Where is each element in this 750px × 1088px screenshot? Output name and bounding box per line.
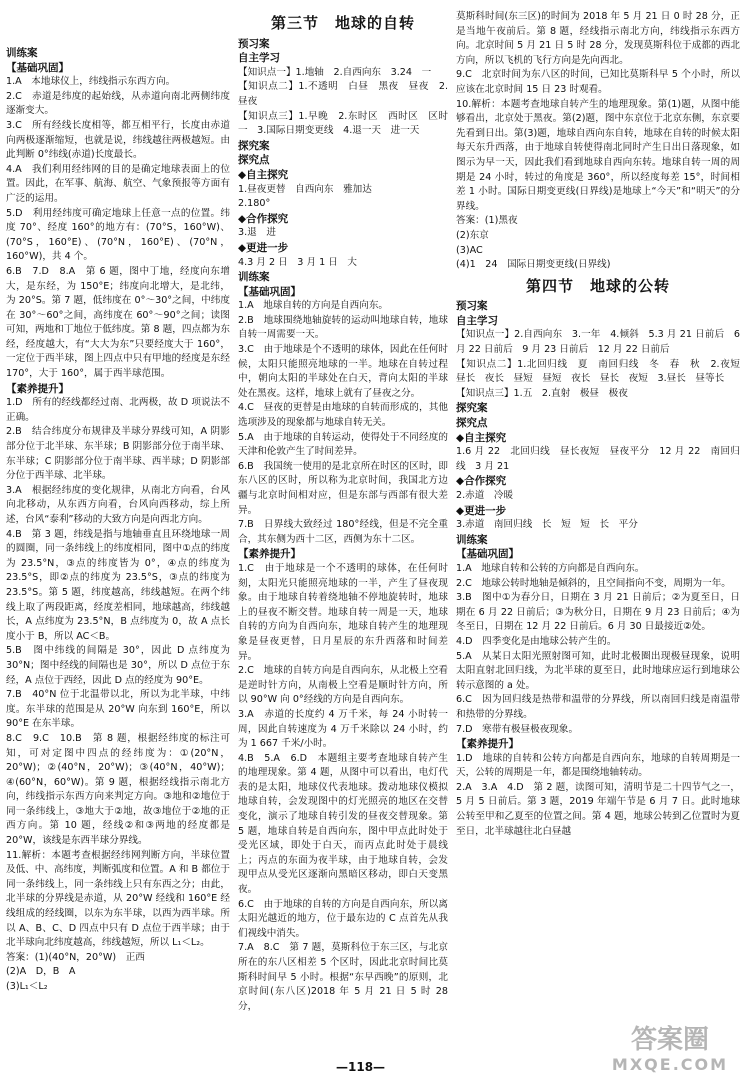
section-title-revolution: 第四节 地球的公转 [525, 276, 670, 295]
text-line: 【知识点三】1.五 2.直射 极昼 极夜 [456, 387, 628, 399]
text-line: (3)AC [456, 244, 483, 256]
text-line: 1.A 地球自转和公转的方向都是自西向东。 [456, 562, 645, 574]
text-line: 2.A 3.A 4.D 第 2 题，读图可知，清明节是二十四节气之一，5 月 5 日前后。第 3 题，2019 年端午节是 6 月 7 日。此时地球公转至甲和乙夏至的位置之间。第 4 题，地球公转到乙位置时为夏至日，北半球越往北白昼越 [456, 781, 740, 837]
text-line: 4.D 四季变化是由地球公转产生的。 [456, 635, 617, 647]
text-line: ◆自主探究 [456, 431, 507, 444]
text-line: 6.B 我国统一使用的是北京所在时区的区时，即东八区的区时，所以称为北京时间，我国北方边疆与北京时间相对应，但是东部与西部有很大差异。 [238, 460, 448, 516]
text-line: 2.C 地球公转时地轴是倾斜的，且空间指向不变，周期为一年。 [456, 577, 731, 589]
watermark-logo: 答案圈 MXQE.COM [611, 1025, 729, 1074]
text-line: 5.A 从某日太阳光照射图可知，此时北极圈出现极昼现象，说明太阳直射北回归线，为北半球的夏至日，此时地球应运行到地球公转示意图的 a 处。 [456, 650, 740, 691]
text-line: 探究点 [238, 154, 270, 167]
text-line: 1.6 月 22 北回归线 昼长夜短 昼夜平分 12 月 22 南回归线 3 月 21 [456, 446, 740, 472]
text-line: ◆更进一步 [456, 504, 507, 517]
text-line: 1.D 地球的自转和公转方向都是自西向东，地球的自转周期是一天，公转的周期是一年，都是围绕地轴转动。 [456, 752, 740, 779]
text-line: 探究点 [456, 417, 488, 430]
text-line: 2.赤道 冷暖 [456, 490, 514, 501]
text-line: 11.解析：本题考查根据经纬网判断方向，半球位置及低、中、高纬度，判断弧度和位置。A 和 B 都位于同一条纬线上，同一条纬线上只有东西之分；由此，北半球的分界线是赤道，从 20°W 经线和 160°E 经线组成的经线圈，以东为东半球，以西为西半球。所以 A、B、C、D 四点中只有 D 点位于西半球；由于北半球向北纬度越高，纬线越短，所以 L₁＜L₂。 [6, 849, 230, 949]
text-line: ◆合作探究 [238, 212, 289, 225]
text-line: 训练案 [238, 271, 270, 284]
text-line: 1.昼夜更替 自西向东 雅加达 [238, 183, 372, 195]
text-line: 自主学习 [456, 314, 498, 327]
text-line: 2.B 结合纬度分布规律及半球分界线可知，A 阴影部分位于北半球、东半球；B 阴影部分位于南半球、东半球；C 阴影部分位于南半球、西半球；D 阴影部分位于西半球、北半球。 [6, 426, 230, 482]
text-line: 3.退 进 [238, 227, 276, 239]
text-line: 【知识点三】1.早晚 2.东时区 西时区 区时 一 3.国际日期变更线 4.退一天 进一天 [238, 110, 458, 137]
text-line: 7.B 40°N 位于北温带以北，所以为北半球，中纬度。东半球的范围是从 20°W 向东到 160°E，所以 90°E 在东半球。 [6, 689, 230, 730]
text-line: 7.D 寒带有极昼极夜现象。 [456, 723, 579, 735]
text-line: 3.C 由于地球是个不透明的球体，因此在任何时候，太阳只能照亮地球的一半。地球在自转过程中，朝向太阳的半球处在白天，背向太阳的半球处在黑夜。这样，地球上就有了昼夜之分。 [238, 344, 448, 399]
text-line: 2.B 地球围绕地轴旋转的运动叫地球自转，地球自转一周需要一天。 [238, 314, 448, 341]
text-line: 3.A 赤道的长度约 4 万千米，每 24 小时转一周，因此自转速度为 4 万千米除以 24 小时，约为 1 667 千米/小时。 [238, 708, 448, 750]
text-line: 训练案 [456, 533, 488, 546]
text-line: 预习案 [238, 37, 270, 50]
text-line: 探究案 [238, 139, 270, 152]
text-line: 【知识点二】1.北回归线 夏 南回归线 冬 春 秋 2.夜短 昼长 夜长 昼短 昼短 夜长 昼长 夜短 3.昼长 昼等长 [456, 358, 750, 385]
text-line: 【素养提升】 [6, 382, 69, 395]
text-line: (3)L₁＜L₂ [6, 981, 48, 992]
text-line: 1.D 所有的经线都经过南、北两极，故 D 项说法不正确。 [6, 397, 230, 423]
text-line: ◆更进一步 [238, 241, 289, 254]
text-line: 4.C 昼夜的更替是由地球的自转而形成的，其他选项涉及的现象都与地球自转无关。 [238, 402, 448, 429]
text-line: 10.解析：本题考查地球自转产生的地理现象。第(1)题，从图中能够看出，北京处于黑夜。第(2)题，图中东京位于北京东侧，东京要先看到日出。第(3)题，地球自西向东自转，地球在自转的时候太阳每天东升西落，由于地球自转使得南北同时产生日出日落现象，如图示为早一天，因此我们看到地球自西向东转。地球自转一周的周期是 24 小时，转过的角度是 360°，所以经度每差 15°，时间相差 1 小时。国际日期变更线(日界线)是地球上“今天”和“明天”的分界线。 [456, 98, 740, 212]
text-line: 【知识点一】2.自西向东 3.一年 4.倾斜 5.3 月 21 日前后 6 月 22 日前后 9 月 23 日前后 12 月 22 日前后 [456, 329, 740, 356]
text-line: ◆自主探究 [238, 168, 289, 181]
text-line: 5.B 图中纬线的间隔是 30°，因此 D 点纬度为 30°N；图中经线的间隔也是 30°，所以 D 点位于东经，A 点位于西经，因此 D 点的经度为 90°E。 [6, 645, 230, 686]
section-header: 训练案 [6, 47, 38, 59]
text-line: 6.B 7.D 8.A 第 6 题，图中丁地，经度向东增大，是东经，为 150°E；纬度向北增大，是北纬，为 20°S。第 7 题，低纬度在 0°～30°之间，中纬度在 30°～60°之间，高纬度在 60°～90°之间；读图可知，两地和丁地位于低纬度。第 8 题，四点都为东经，经度越大，有“大大为东”只要经度大于 160°，一定位于西半球，图上四点中只有甲地的经度是东经 170°，大于 160°，属于西半球范围。 [6, 265, 230, 380]
text-line: 3.A 根据经纬度的变化规律，从南北方向看，台风向北移动，从东西方向看，台风向西移动，综上所述，台风“泰利”移动的大致方向是向西北方向。 [6, 484, 230, 525]
text-line: 探究案 [456, 402, 488, 415]
text-line: 莫斯科时间(东三区)的时间为 2018 年 5 月 21 日 0 时 28 分，正是当地午夜前后。第 8 题，经线指示南北方向，纬线指示东西方向。北京时间 5 月 21 日 5 时 28 分，发现莫斯科位于成都的西北方向，所以飞机的飞行方向是先向西北。 [456, 11, 740, 66]
text-line: 7.A 8.C 第 7 题，莫斯科位于东三区，与北京所在的东八区相差 5 个区时，因此北京时间比莫斯科时间早 5 小时。根据“东早西晚”的原则，北京时间(东八区)2018 年 5 月 21 日 5 时 28 分， [238, 942, 448, 1012]
text-line: 8.C 9.C 10.B 第 8 题，根据经纬度的标注可知，可对定图中四点的经纬度为：①(20°N，20°W)；②(40°N，20°W)；③(40°N，40°W)；④(60°N，60°W)。第 9 题，根据经线指示南北方向，纬线指示东西方向来判定方向。③地和②地位于同一条纬线上，③地大于②地，故③地位于②地的正西方向。第 10 题，经线②和③两地的经度都是 20°W，该线是东西半球分界线。 [6, 732, 230, 847]
text-line: 3.C 所有经线长度相等，都互相平行，长度由赤道向两极逐渐缩短，也就是说，纬线越往两极越短。由此判断 0°纬线(赤道)长度最长。 [6, 119, 230, 161]
text-line: 【基础巩固】 [456, 548, 519, 561]
page-number: —118— [336, 1060, 386, 1074]
text-line: 5.A 由于地球的自转运动，使得处于不同经度的天津和伦敦产生了时间差异。 [238, 431, 448, 458]
text-line: 5.D 利用经纬度可确定地球上任意一点的位置。纬度 70°、经度 160°的地方有：(70°S，160°W)、(70°S，160°E)、(70°N，160°E)、(70°N，160°W)，共 4 个。 [6, 207, 230, 263]
text-line: 【知识点二】1.不透明 白昼 黑夜 昼夜 2.昼夜 [238, 81, 448, 107]
middle-column [238, 10, 458, 1014]
text-line: 4.A 我们利用经纬网的目的是确定地球表面上的位置。因此，在军事、航海、航空、气象预报等方面有广泛的运用。 [6, 163, 230, 204]
text-line: 1.C 由于地球是一个不透明的球体，在任何时刻，太阳光只能照亮地球的一半，产生了昼夜现象。由于地球自转着绕地轴不停地旋转时，地球上的昼夜不断交替。地球自转一周是一天，地球自转的方向为自西向东，地球自转产生的地理现象是昼夜更替，日月星辰的东升西落和时间差异。 [238, 562, 448, 662]
text-line: 1.A 本地球仪上，纬线指示东西方向。 [6, 76, 176, 88]
text-line: 【基础巩固】 [238, 285, 301, 298]
text-line: ◆合作探究 [456, 475, 507, 488]
text-line: 2.180° [238, 198, 271, 210]
text-line: 4.B 5.A 6.D 本题组主要考查地球自转产生的地理现象。第 4 题，从图中可以看出，电灯代表的是太阳，地球仪代表地球。拨动地球仪模拟地球自转，会发现图中的灯光照亮的地区在交替变化，演示了地球自转引发的昼夜交替现象。第 5 题，地球自转是自西向东，图中甲点此时处于受光区域，即处于白天，而丙点此时处于晨线上；丙点的东面为夜半球，由于地球自转，会发现甲点从受光区逐渐向黑暗区移动，即白天变黑夜。 [238, 752, 448, 896]
text-line: 6.C 由于地球的自转的方向是自西向东，所以离太阳光越近的地方，位于最东边的 C 点首先从我们视线中消失。 [238, 898, 448, 939]
left-column [6, 44, 230, 995]
text-line: (4)1 24 国际日期变更线(日界线) [456, 259, 611, 271]
text-line: 1.A 地球自转的方向是自西向东。 [238, 300, 389, 312]
right-column [456, 10, 750, 839]
text-line: 【知识点一】1.地轴 2.自西向东 3.24 一 [238, 66, 432, 78]
text-line: 预习案 [456, 300, 488, 313]
text-line: 【素养提升】 [238, 548, 301, 561]
text-line: 6.C 因为回归线是热带和温带的分界线，所以南回归线是南温带和热带的分界线。 [456, 694, 740, 720]
text-line: 2.C 地球的自转方向是自西向东，从北极上空看是逆时针方向，从南极上空看是顺时针方向，所以 90°W 向 0°经线的方向是自西向东。 [238, 665, 448, 706]
text-line: 2.C 赤道是纬度的起始线，从赤道向南北两侧纬度逐渐变大。 [6, 90, 230, 117]
text-line: 4.3 月 2 日 3 月 1 日 大 [238, 256, 358, 268]
text-line: 答案：(1)(40°N，20°W) 正西 [6, 951, 145, 963]
text-line: 【基础巩固】 [6, 61, 69, 74]
text-line: 9.C 北京时间为东八区的时间，已知比莫斯科早 5 个小时，所以应该在北京时间 15 日 23 时观看。 [456, 69, 740, 95]
text-line: 自主学习 [238, 52, 280, 65]
text-line: 4.B 第 3 题，纬线是指与地轴垂直且环绕地球一周的圆圈，同一条纬线上的纬度相同，图中①点的纬度为 23.5°N，③点的纬度皆为 0°，④点的纬度为 23.5°S，即②点的纬度为 23.5°S，③点的纬度为 23.5°S。第 5 题，纬度越高，纬线越短。在两个纬线上取了两段距离，经度差相同，地球越高，纬线越长，A 点纬度为 23.5°N，B 点纬度为 0，故 A 点长度小于 B，所以 AC＜B。 [6, 528, 230, 642]
text-line: 3.B 图中①为春分日，日期在 3 月 21 日前后；②为夏至日，日期在 6 月 22 日前后；③为秋分日，日期在 9 月 23 日前后；④为冬至日，日期在 12 月 22 日前后。6 月 30 日最接近②处。 [456, 592, 740, 633]
text-line: 答案：(1)黑夜 [456, 215, 518, 227]
text-line: 3.赤道 南回归线 长 短 短 长 平分 [456, 519, 638, 531]
text-line: (2)东京 [456, 229, 489, 241]
text-line: (2)A D，B A [6, 966, 76, 978]
section-title-rotation: 第三节 地球的自转 [270, 14, 415, 32]
text-line: 【素养提升】 [456, 738, 519, 751]
text-line: 7.B 日界线大致经过 180°经线，但是不完全重合，其东侧为西十二区，西侧为东十二区。 [238, 519, 448, 545]
